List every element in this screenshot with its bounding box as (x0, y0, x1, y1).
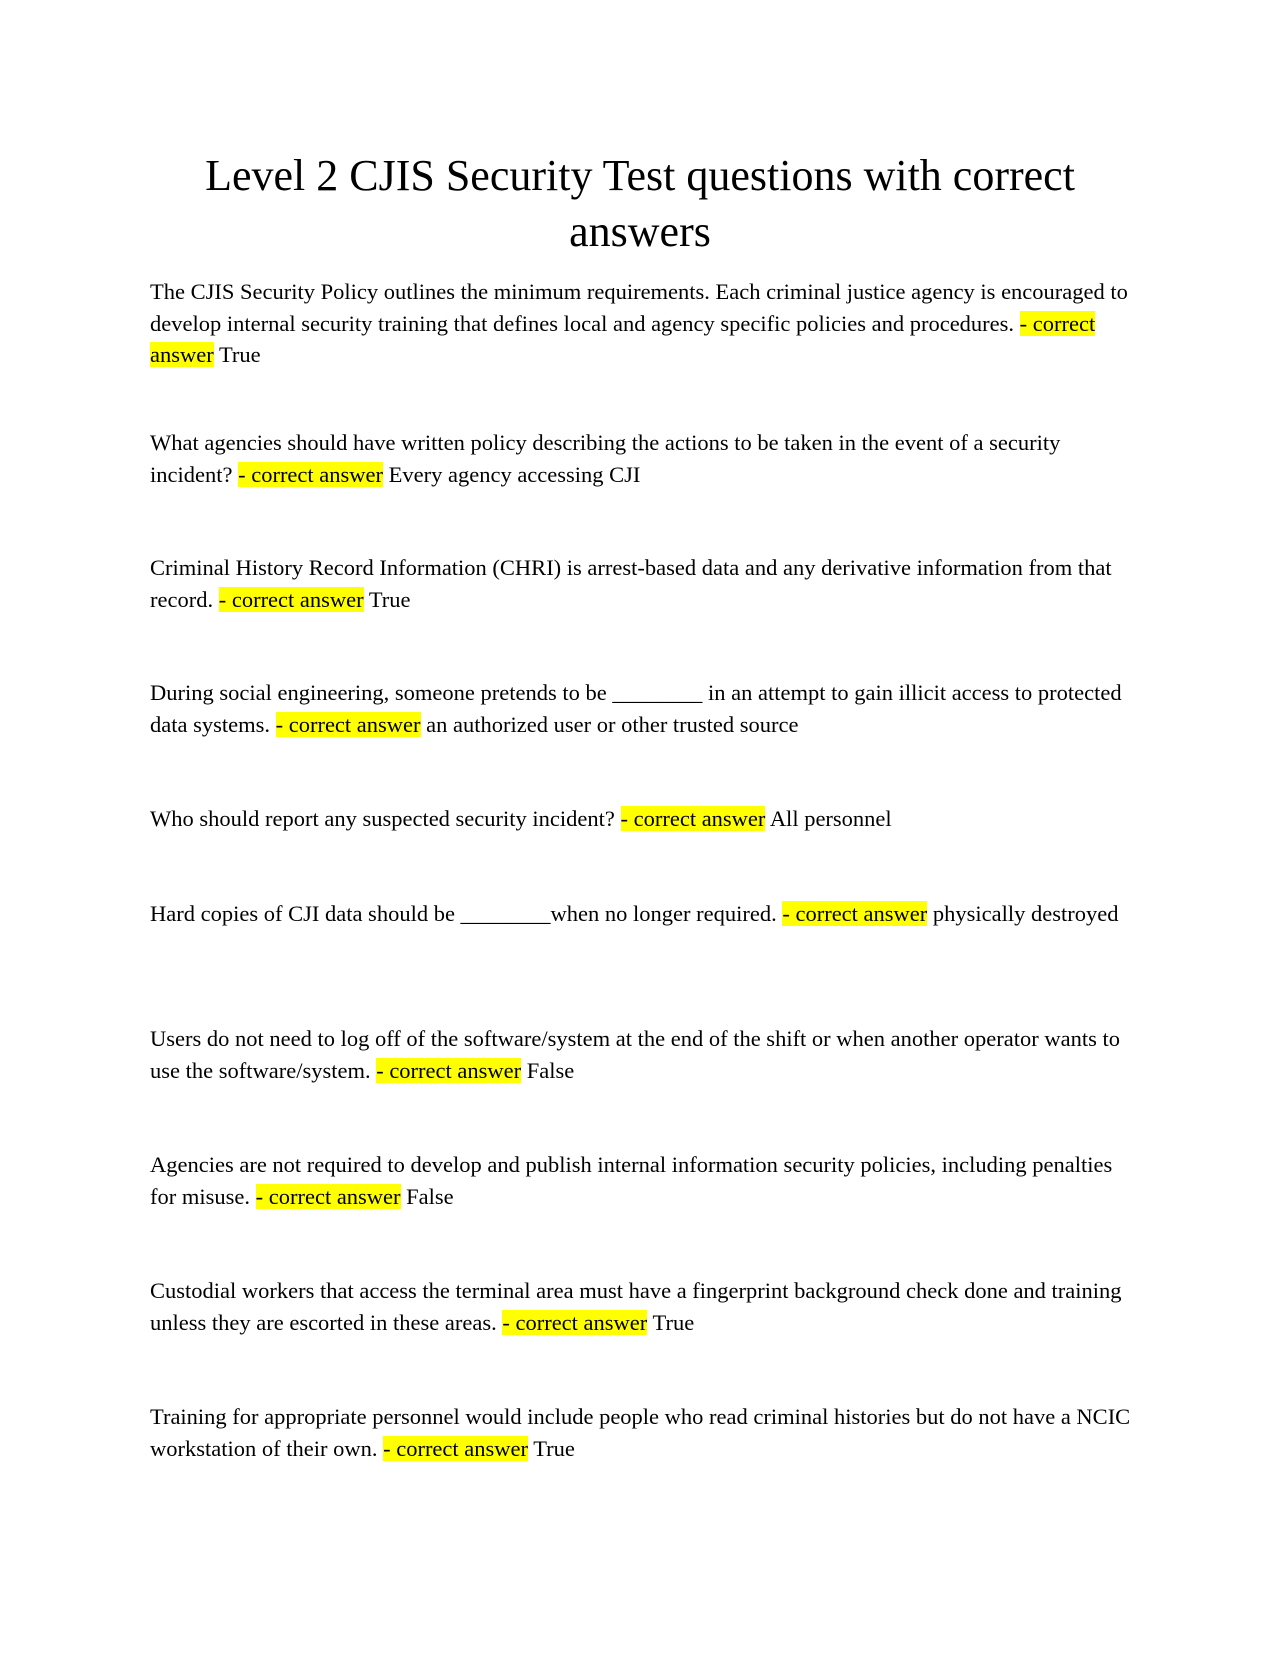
answer-text: True (533, 1435, 575, 1461)
qa-item (150, 276, 1140, 371)
qa-item (150, 1401, 1140, 1464)
question-text: Users do not need to log off of the software/system at the end of the shift or when another operator wants to use the software/system. (150, 1026, 1120, 1083)
answer-text: True (652, 1309, 695, 1335)
question-text: Custodial workers that access the terminal area must have a fingerprint background check done and training unless they are escorted in these areas. (150, 1278, 1122, 1335)
qa-item (150, 1275, 1140, 1338)
question-text: What agencies should have written policy describing the actions to be taken in the event of a security incident? (150, 430, 1061, 487)
question-text: Hard copies of CJI data should be ________when no longer required. (150, 901, 777, 926)
answer-text: an authorized user or other trusted source (426, 711, 799, 737)
question-text: During social engineering, someone pretends to be ________ in an attempt to gain illicit access to protected data systems. (150, 680, 1122, 737)
correct-answer-marker: - correct answer (620, 806, 766, 831)
correct-answer-marker: - correct answer (275, 711, 421, 737)
correct-answer-marker: - correct answer (376, 1057, 522, 1083)
qa-item (150, 427, 1140, 490)
qa-item (150, 677, 1140, 740)
answer-text: False (406, 1183, 454, 1209)
qa-item (150, 1149, 1140, 1212)
answer-text: Every agency accessing CJI (388, 461, 641, 487)
answer-text: True (218, 342, 261, 367)
correct-answer-marker: - correct answer (782, 901, 928, 926)
question-text: The CJIS Security Policy outlines the minimum requirements. Each criminal justice agency is encouraged to develop internal security training that defines local and agency specific policies and procedures. (150, 279, 1128, 336)
question-text: Criminal History Record Information (CHRI) is arrest-based data and any derivative information from that record. (150, 555, 1112, 612)
answer-text: physically destroyed (932, 901, 1119, 926)
answer-text: All personnel (769, 806, 892, 831)
question-text: Who should report any suspected security incident? (150, 806, 615, 831)
qa-item (150, 898, 1140, 930)
correct-answer-marker: - correct answer (218, 586, 364, 612)
answer-text: True (368, 586, 411, 612)
qa-item (150, 1023, 1140, 1086)
question-text: Training for appropriate personnel would include people who read criminal histories but do not have a NCIC workstation of their own. (150, 1404, 1131, 1461)
correct-answer-marker: - correct answer (238, 461, 384, 487)
correct-answer-marker: - correct answer (255, 1183, 401, 1209)
question-text: Agencies are not required to develop and publish internal information security policies, including penalties for misuse. (150, 1152, 1113, 1209)
document-title: Level 2 CJIS Security Test questions with correct answers (205, 151, 1075, 256)
answer-text: False (526, 1057, 575, 1083)
correct-answer-marker: - correct answer (502, 1309, 648, 1335)
correct-answer-marker: - correct answer (383, 1435, 529, 1461)
correct-answer-marker: - correct answer (150, 310, 1096, 367)
qa-item (150, 552, 1140, 615)
qa-item (150, 803, 1140, 835)
